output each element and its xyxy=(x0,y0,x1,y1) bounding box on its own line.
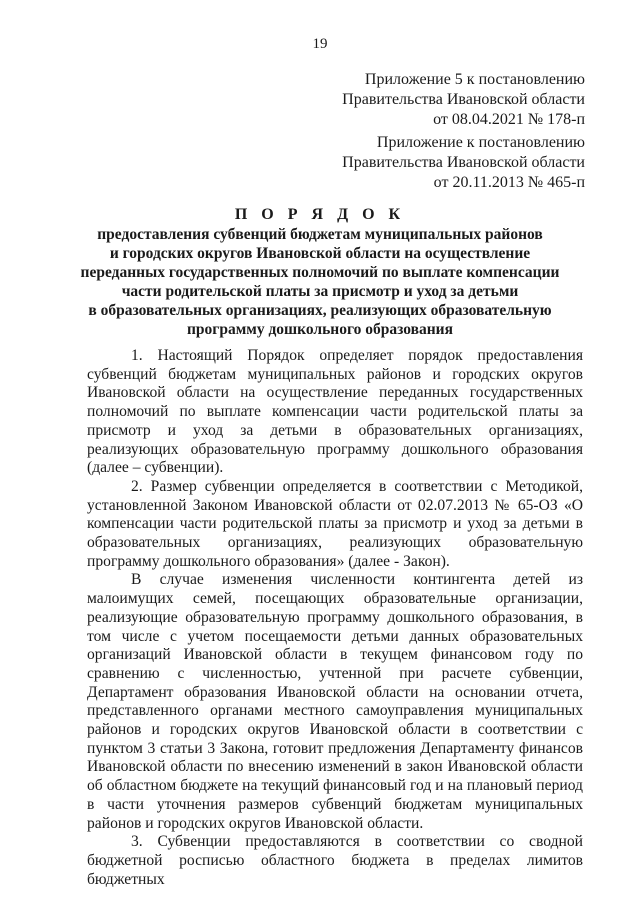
appendix-original-line2: Правительства Ивановской области xyxy=(342,154,585,171)
subtitle-line: части родительской платы за присмотр и уход за детьми xyxy=(121,283,519,300)
subtitle-line: в образовательных организациях, реализующих образовательную xyxy=(88,302,552,319)
appendix-original-reference xyxy=(342,133,585,193)
document-title: П О Р Я Д О К xyxy=(234,206,406,223)
appendix-current-line2: Правительства Ивановской области xyxy=(342,91,585,108)
subtitle-line: предоставления субвенций бюджетам муниципальных районов xyxy=(97,226,543,243)
page-number: 19 xyxy=(312,36,328,52)
appendix-current-line3: от 08.04.2021 № 178-п xyxy=(433,111,585,128)
appendix-original-line3: от 20.11.2013 № 465-п xyxy=(433,174,585,191)
paragraph-2: 2. Размер субвенции определяется в соответствии с Методикой, установленной Законом Ивановской области от 02.07.2013 № 65-ОЗ «О компенсации части родительской платы за присмотр и уход за детьми в образовательных организациях, реализующих образовательную программу дошкольного образования» (далее - Закон). xyxy=(87,477,583,570)
paragraph-3: 3. Субвенции предоставляются в соответствии со сводной бюджетной росписью областного бюджета в пределах лимитов бюджетных xyxy=(87,833,583,888)
subtitle-line: переданных государственных полномочий по выплате компенсации xyxy=(80,264,560,281)
appendix-original-line1: Приложение к постановлению xyxy=(376,134,585,151)
subtitle-line: программу дошкольного образования xyxy=(187,321,453,338)
subtitle-line: и городских округов Ивановской области на осуществление xyxy=(109,245,531,262)
appendix-current-reference xyxy=(342,70,585,130)
appendix-current-line1: Приложение 5 к постановлению xyxy=(364,71,585,88)
document-body xyxy=(87,347,583,889)
document-subtitle xyxy=(60,225,580,339)
paragraph-2-continuation: В случае изменения численности контингента детей из малоимущих семей, посещающих образовательные организации, реализующие образовательную программу дошкольного образования, в том числе с учетом посещаемости детьми данных образовательных организаций Ивановской области в текущем финансовом году по сравнению с численностью, учтенной при расчете субвенции, Департамент образования Ивановской области на основании отчета, представленного органами местного самоуправления муниципальных районов и городских округов Ивановской области в соответствии с пунктом 3 статьи 3 Закона, готовит предложения Департаменту финансов Ивановской области по внесению изменений в закон Ивановской области об областном бюджете на текущий финансовый год и на плановый период в части уточнения размеров субвенций бюджетам муниципальных районов и городских округов Ивановской области. xyxy=(87,571,583,832)
paragraph-1: 1. Настоящий Порядок определяет порядок предоставления субвенций бюджетам муниципальных районов и городских округов Ивановской области на осуществление переданных государственных полномочий по выплате компенсации части родительской платы за присмотр и уход за детьми в образовательных организациях, реализующих образовательную программу дошкольного образования (далее – субвенции). xyxy=(87,347,583,477)
